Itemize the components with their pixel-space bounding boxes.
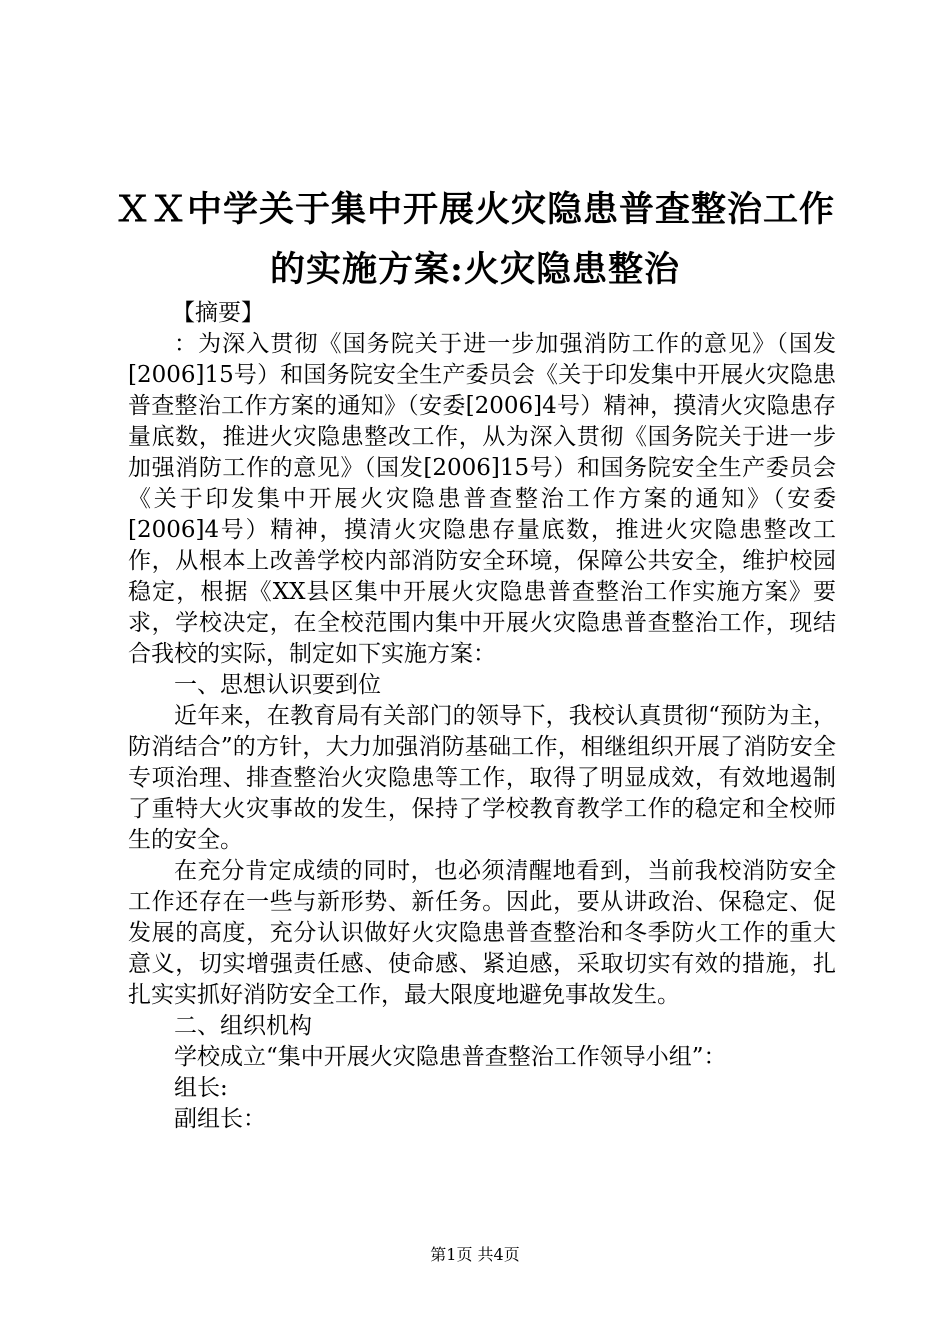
leader-label: 组长: — [174, 1075, 228, 1101]
document-title-line-1: ＸＸ中学关于集中开展火灾隐患普查整治工作 — [114, 189, 835, 230]
abstract-label: 【摘要】 — [172, 300, 264, 326]
section-2-paragraph-1: 学校成立“集中开展火灾隐患普查整治工作领导小组”： — [174, 1044, 727, 1070]
section-1-paragraph-1: 近年来，在教育局有关部门的领导下，我校认真贯彻“预防为主，防消结合”的方针，大力加强消防基础工作，相继组织开展了消防安全专项治理、排查整治火灾隐患等工作，取得了明显成效，有效地遏制了重特大火灾事故的发生，保持了学校教育教学工作的稳定和全校师生的安全。 — [128, 703, 836, 853]
section-1-heading: 一、思想认识要到位 — [174, 672, 381, 698]
document-body — [128, 298, 836, 1135]
abstract-paragraph: ：为深入贯彻《国务院关于进一步加强消防工作的意见》（国发[2006]15号）和国务院安全生产委员会《关于印发集中开展火灾隐患普查整治工作方案的通知》（安委[2006]4号）精神，摸清火灾隐患存量底数，推进火灾隐患整改工作，从为深入贯彻《国务院关于进一步加强消防工作的意见》（国发[2006]15号）和国务院安全生产委员会《关于印发集中开展火灾隐患普查整治工作方案的通知》（安委[2006]4号）精神，摸清火灾隐患存量底数，推进火灾隐患整改工作，从根本上改善学校内部消防安全环境，保障公共安全，维护校园稳定，根据《XX县区集中开展火灾隐患普查整治工作实施方案》要求，学校决定，在全校范围内集中开展火灾隐患普查整治工作，现结合我校的实际，制定如下实施方案： — [128, 331, 836, 667]
section-2-heading: 二、组织机构 — [174, 1013, 312, 1039]
page-number-footer: 第1页 共4页 — [430, 1245, 520, 1264]
document-title-line-2: 的实施方案:火灾隐患整治 — [270, 249, 680, 290]
section-1-paragraph-2: 在充分肯定成绩的同时，也必须清醒地看到，当前我校消防安全工作还存在一些与新形势、新任务。因此，要从讲政治、保稳定、促发展的高度，充分认识做好火灾隐患普查整治和冬季防火工作的重大意义，切实增强责任感、使命感、紧迫感，采取切实有效的措施，扎扎实实抓好消防安全工作，最大限度地避免事故发生。 — [128, 858, 836, 1008]
deputy-leader-label: 副组长： — [174, 1106, 266, 1132]
